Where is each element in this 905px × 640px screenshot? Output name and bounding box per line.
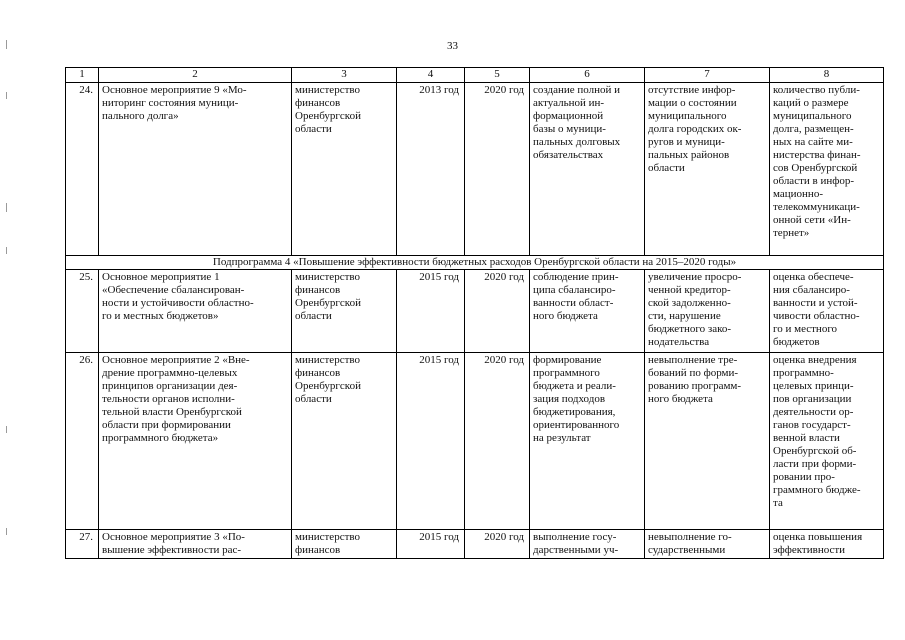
- cell-text-line: зация подходов: [533, 393, 606, 405]
- executor-cell: [292, 530, 397, 559]
- cell-text-line: долга, размещен-: [773, 123, 854, 135]
- cell-text-line: количество публи-: [773, 84, 860, 96]
- cell-text-line: муниципального: [648, 110, 727, 122]
- cell-text-line: рованию программ-: [648, 380, 742, 392]
- executor-cell: [292, 270, 397, 353]
- cell-text-line: тернет»: [773, 227, 810, 239]
- cell-text-line: ности и устойчивости областно-: [102, 297, 254, 309]
- cell-text-line: бований по форми-: [648, 367, 739, 379]
- column-header: 7: [645, 68, 770, 83]
- cell-text-line: ванности област-: [533, 297, 614, 309]
- consequences-cell: [645, 83, 770, 256]
- cell-text-line: «Обеспечение сбалансирован-: [102, 284, 245, 296]
- end-year-cell: 2020 год: [465, 353, 530, 530]
- cell-text-line: муниципального: [773, 110, 852, 122]
- column-header: 3: [292, 68, 397, 83]
- start-year-cell: 2015 год: [397, 270, 465, 353]
- cell-text-line: министерство: [295, 271, 361, 283]
- table-row: [66, 270, 884, 353]
- scan-margin-mark: [6, 247, 7, 254]
- cell-text-line: долга городских ок-: [648, 123, 742, 135]
- cell-text-line: министерство: [295, 531, 361, 543]
- cell-text-line: Основное мероприятие 3 «По-: [102, 531, 245, 543]
- cell-text-line: актуальной ин-: [533, 97, 605, 109]
- cell-text-line: нодательства: [648, 336, 710, 348]
- cell-text-line: вышение эффективности рас-: [102, 544, 242, 556]
- cell-text-line: обязательствах: [533, 149, 604, 161]
- cell-text-line: области: [295, 310, 332, 322]
- cell-text-line: области: [648, 162, 685, 174]
- cell-text-line: области при формировании: [102, 419, 231, 431]
- page-number: 33: [447, 40, 458, 52]
- cell-text-line: базы о муници-: [533, 123, 606, 135]
- cell-text-line: дрение программно-целевых: [102, 367, 238, 379]
- scan-margin-mark: [6, 426, 7, 433]
- start-year-cell: 2013 год: [397, 83, 465, 256]
- cell-text-line: бюджета и реали-: [533, 380, 616, 392]
- cell-text-line: финансов: [295, 367, 341, 379]
- event-cell: [99, 353, 292, 530]
- cell-text-line: ния сбалансиро-: [773, 284, 850, 296]
- cell-text-line: ровании про-: [773, 471, 835, 483]
- cell-text-line: министерство: [295, 354, 361, 366]
- end-year-cell: 2020 год: [465, 270, 530, 353]
- cell-text-line: каций о размере: [773, 97, 849, 109]
- column-header: 4: [397, 68, 465, 83]
- cell-text-line: ориентированного: [533, 419, 620, 431]
- end-year-cell: 2020 год: [465, 530, 530, 559]
- cell-text-line: оценка повышения: [773, 531, 863, 543]
- cell-text-line: деятельности ор-: [773, 406, 854, 418]
- cell-text-line: чивости областно-: [773, 310, 860, 322]
- cell-text-line: формирование: [533, 354, 602, 366]
- scan-margin-mark: [6, 40, 7, 49]
- table-header-row: [66, 68, 884, 83]
- cell-text-line: сти, нарушение: [648, 310, 721, 322]
- table-row: [66, 353, 884, 530]
- cell-text-line: пов организации: [773, 393, 852, 405]
- cell-text-line: мации о состоянии: [648, 97, 737, 109]
- cell-text-line: выполнение госу-: [533, 531, 617, 543]
- cell-text-line: отсутствие инфор-: [648, 84, 736, 96]
- indicator-cell: [770, 83, 884, 256]
- cell-text-line: программного бюджета»: [102, 432, 219, 444]
- scan-margin-mark: [6, 203, 7, 212]
- cell-text-line: бюджетного зако-: [648, 323, 732, 335]
- cell-text-line: целевых принци-: [773, 380, 854, 392]
- cell-text-line: пальных районов: [648, 149, 730, 161]
- cell-text-line: ных на сайте ми-: [773, 136, 853, 148]
- measures-table: [65, 67, 884, 559]
- cell-text-line: оценка внедрения: [773, 354, 857, 366]
- cell-text-line: области: [295, 393, 332, 405]
- executor-cell: [292, 353, 397, 530]
- row-number: 24.: [66, 83, 99, 256]
- indicator-cell: [770, 270, 884, 353]
- result-cell: [530, 530, 645, 559]
- indicator-cell: [770, 353, 884, 530]
- cell-text-line: министерство: [295, 84, 361, 96]
- start-year-cell: 2015 год: [397, 530, 465, 559]
- cell-text-line: онной сети «Ин-: [773, 214, 851, 226]
- column-header: 2: [99, 68, 292, 83]
- cell-text-line: бюджетирования,: [533, 406, 616, 418]
- cell-text-line: программно-: [773, 367, 834, 379]
- consequences-cell: [645, 353, 770, 530]
- cell-text-line: ласти при форми-: [773, 458, 857, 470]
- cell-text-line: пальных долговых: [533, 136, 621, 148]
- row-number: 27.: [66, 530, 99, 559]
- start-year-cell: 2015 год: [397, 353, 465, 530]
- column-header: 1: [66, 68, 99, 83]
- row-number: 25.: [66, 270, 99, 353]
- cell-text-line: эффективности: [773, 544, 846, 556]
- consequences-cell: [645, 530, 770, 559]
- event-cell: [99, 83, 292, 256]
- cell-text-line: ской задолженно-: [648, 297, 731, 309]
- cell-text-line: формационной: [533, 110, 604, 122]
- cell-text-line: финансов: [295, 544, 341, 556]
- cell-text-line: соблюдение прин-: [533, 271, 619, 283]
- cell-text-line: ганов государст-: [773, 419, 851, 431]
- cell-text-line: сударственными: [648, 544, 726, 556]
- cell-text-line: Основное мероприятие 9 «Мо-: [102, 84, 247, 96]
- cell-text-line: принципов организации дея-: [102, 380, 238, 392]
- cell-text-line: ного бюджета: [648, 393, 713, 405]
- cell-text-line: ниторинг состояния муници-: [102, 97, 239, 109]
- cell-text-line: ципа сбалансиро-: [533, 284, 616, 296]
- cell-text-line: бюджетов: [773, 336, 820, 348]
- column-header: 5: [465, 68, 530, 83]
- event-cell: [99, 530, 292, 559]
- indicator-cell: [770, 530, 884, 559]
- cell-text-line: невыполнение тре-: [648, 354, 738, 366]
- end-year-cell: 2020 год: [465, 83, 530, 256]
- cell-text-line: пального долга»: [102, 110, 179, 122]
- subprogram-heading-row: [66, 256, 884, 270]
- cell-text-line: ругов и муници-: [648, 136, 725, 148]
- table-row: [66, 530, 884, 559]
- cell-text-line: та: [773, 497, 783, 509]
- cell-text-line: телекоммуникаци-: [773, 201, 860, 213]
- cell-text-line: на результат: [533, 432, 591, 444]
- cell-text-line: ванности и устой-: [773, 297, 858, 309]
- row-number: 26.: [66, 353, 99, 530]
- cell-text-line: невыполнение го-: [648, 531, 732, 543]
- cell-text-line: ного бюджета: [533, 310, 598, 322]
- table-row: [66, 83, 884, 256]
- cell-text-line: Основное мероприятие 1: [102, 271, 220, 283]
- cell-text-line: дарственными уч-: [533, 544, 619, 556]
- cell-text-line: Оренбургской: [295, 380, 361, 392]
- subprogram-heading: Подпрограмма 4 «Повышение эффективности бюджетных расходов Оренбургской области на 2015–2020 годы»: [66, 256, 884, 270]
- scan-margin-mark: [6, 528, 7, 535]
- scan-margin-mark: [6, 92, 7, 99]
- cell-text-line: увеличение просро-: [648, 271, 742, 283]
- column-header: 6: [530, 68, 645, 83]
- cell-text-line: Оренбургской об-: [773, 445, 857, 457]
- cell-text-line: мационно-: [773, 188, 823, 200]
- executor-cell: [292, 83, 397, 256]
- column-header: 8: [770, 68, 884, 83]
- cell-text-line: ченной кредитор-: [648, 284, 731, 296]
- cell-text-line: Оренбургской: [295, 297, 361, 309]
- result-cell: [530, 353, 645, 530]
- result-cell: [530, 83, 645, 256]
- cell-text-line: граммного бюдже-: [773, 484, 861, 496]
- cell-text-line: тельной власти Оренбургской: [102, 406, 242, 418]
- cell-text-line: го и местных бюджетов»: [102, 310, 219, 322]
- cell-text-line: области в инфор-: [773, 175, 855, 187]
- cell-text-line: сов Оренбургской: [773, 162, 858, 174]
- cell-text-line: Основное мероприятие 2 «Вне-: [102, 354, 250, 366]
- cell-text-line: программного: [533, 367, 600, 379]
- result-cell: [530, 270, 645, 353]
- cell-text-line: финансов: [295, 97, 341, 109]
- cell-text-line: нистерства финан-: [773, 149, 861, 161]
- cell-text-line: венной власти: [773, 432, 840, 444]
- cell-text-line: создание полной и: [533, 84, 621, 96]
- cell-text-line: тельности органов исполни-: [102, 393, 235, 405]
- cell-text-line: го и местного: [773, 323, 838, 335]
- cell-text-line: области: [295, 123, 332, 135]
- event-cell: [99, 270, 292, 353]
- cell-text-line: финансов: [295, 284, 341, 296]
- cell-text-line: Оренбургской: [295, 110, 361, 122]
- consequences-cell: [645, 270, 770, 353]
- cell-text-line: оценка обеспече-: [773, 271, 854, 283]
